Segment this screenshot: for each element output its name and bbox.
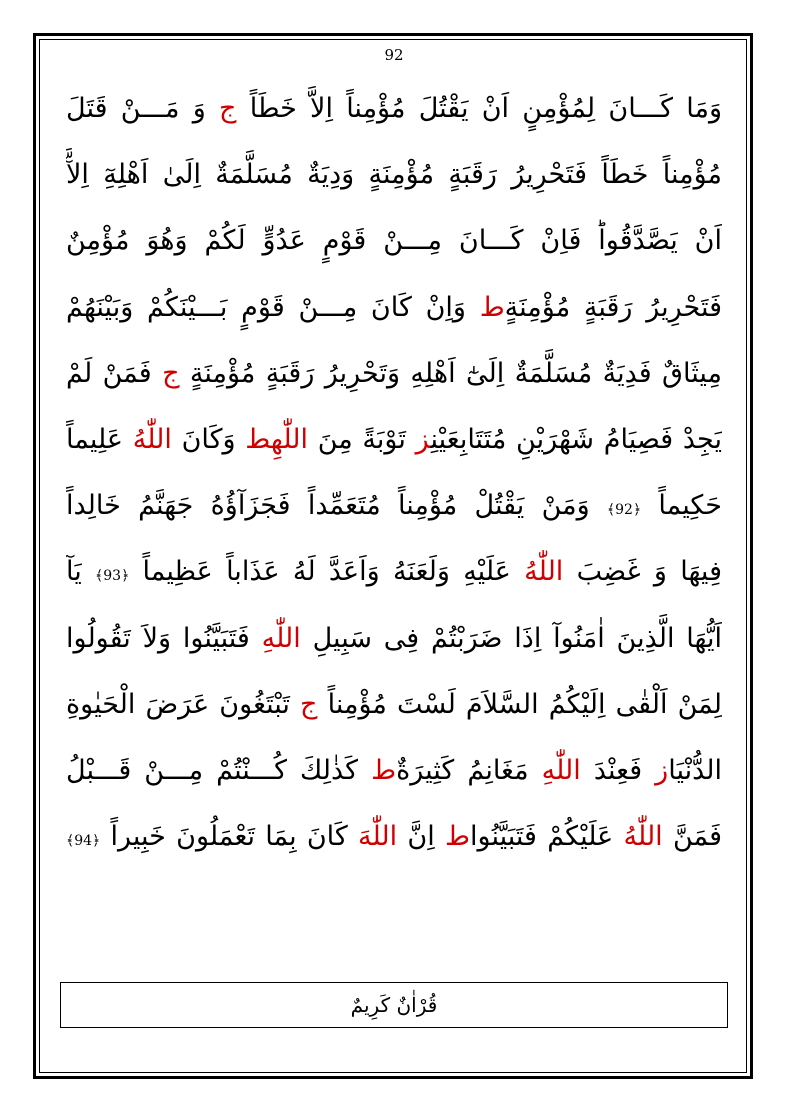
text-segment: اِنَّ	[397, 821, 446, 853]
text-line	[66, 208, 722, 274]
text-line	[66, 341, 722, 407]
text-segment: فِيهَا وَ غَضِبَ	[563, 556, 722, 588]
red-mark: ج	[219, 93, 237, 124]
text-segment: وَكَانَ	[171, 423, 246, 455]
text-line	[66, 738, 722, 804]
red-mark: اللّٰهِ	[270, 423, 309, 455]
red-mark: اللّٰهِ	[541, 754, 581, 786]
text-segment: وَمَا كَـــانَ لِمُؤْمِنٍ اَنْ يَقْتُلَ مُؤْمِناً اِلاَّ خَطَاً	[236, 93, 722, 124]
text-segment: حَكِيماً	[641, 490, 722, 522]
text-segment: اِلاَّ	[66, 159, 104, 191]
quran-text-body	[66, 76, 722, 870]
text-line	[66, 76, 722, 142]
text-segment: عَلَيْهِ وَلَعَنَهُ وَاَعَدَّ لَهُ عَذَاباً عَظِيماً	[129, 556, 525, 588]
text-segment: مَغَانِمُ كَثِيرَةٌ	[396, 754, 542, 786]
text-segment: يَا	[66, 556, 96, 588]
text-segment: لِمَنْ اَلْقٰى اِلَيْكُمُ السَّلاَمَ لَسْتَ مُؤْمِناً	[317, 688, 722, 720]
text-segment: كَذٰلِكَ كُـــنْتُمْ مِـــنْ قَـــبْلُ	[66, 754, 372, 786]
text-segment: كَانَ بِمَا تَعْمَلُونَ خَبِيراً	[100, 821, 359, 853]
red-mark: اللّٰهُ	[132, 423, 172, 455]
text-segment: وَمَنْ يَقْتُلْ مُؤْمِناً مُتَعَمِّداً فَجَزَا	[237, 490, 607, 522]
text-segment: ؤُهُ جَهَنَّمُ خَالِداً	[66, 490, 238, 522]
text-segment: تَوْبَةً مِنَ	[308, 423, 416, 455]
text-segment: يَجِدْ فَصِيَامُ شَهْرَيْنِ مُتَتَابِعَيْنِ	[430, 423, 722, 455]
text-line	[66, 473, 722, 539]
text-segment: فَعِنْدَ	[580, 754, 656, 786]
text-segment: فَاِنْ كَـــانَ مِـــنْ قَوْمٍ عَدُوٍّ لَكُمْ وَهُوَ مُؤْمِنٌ	[66, 225, 599, 257]
verse-number: ﴿93﴾	[95, 568, 130, 585]
footer-title-box	[60, 982, 728, 1028]
text-segment: فَتَبَيَّنُوا وَلاَ تَقُولُوا	[66, 622, 262, 654]
text-segment: فَمَنَّ	[662, 821, 722, 853]
verse-number: ﴿94﴾	[66, 833, 101, 850]
red-mark: ط	[445, 821, 470, 853]
text-segment: اَيُّهَا الَّذِينَ اٰمَنُوا	[553, 622, 722, 654]
red-mark: ط	[479, 291, 505, 323]
red-mark: ج	[300, 688, 318, 720]
text-line	[66, 539, 722, 605]
verse-number: ﴿92﴾	[606, 502, 642, 519]
page-number: 92	[384, 46, 404, 64]
text-segment: اَنْ يَصَّدَّقُوا	[598, 225, 722, 257]
red-mark: ز	[415, 423, 431, 455]
text-segment: اِذَا ضَرَبْتُمْ فِى سَبِيلِ	[300, 622, 554, 654]
text-segment: مِيثَاقٌ فَدِيَةٌ مُسَلَّمَةٌ اِلَىٰ	[466, 357, 722, 389]
red-mark: اللّٰهَ	[358, 821, 398, 853]
text-segment: اَهْلِهِ وَتَحْرِيرُ رَقَبَةٍ مُؤْمِنَةٍ	[179, 357, 466, 389]
red-mark: ج	[162, 357, 180, 389]
red-mark: اللّٰهُ	[623, 821, 663, 853]
text-line	[66, 804, 722, 870]
text-segment: عَلَيْكُمْ فَتَبَيَّنُوا	[470, 821, 624, 853]
text-line	[66, 275, 722, 341]
text-line	[66, 142, 722, 208]
footer-title: قُرْاٰنٌ كَرِيمٌ	[350, 993, 438, 1017]
text-segment: وَاِنْ كَانَ مِـــنْ قَوْمٍ بَـــيْنَكُمْ وَبَيْنَهُمْ	[66, 291, 480, 323]
red-mark: ز	[655, 754, 669, 786]
text-segment: وَ مَـــنْ قَتَلَ	[66, 93, 220, 124]
text-line	[66, 672, 722, 738]
red-mark: ط	[245, 423, 271, 455]
red-mark: ط	[371, 754, 397, 786]
text-segment: مُؤْمِناً خَطَاً فَتَحْرِيرُ رَقَبَةٍ مُؤْمِنَةٍ وَدِيَةٌ مُسَلَّمَةٌ اِلَىٰ اَهْلِهِ	[103, 159, 722, 191]
text-line	[66, 606, 722, 672]
red-mark: اللّٰهِ	[261, 622, 301, 654]
text-line	[66, 407, 722, 473]
text-segment: فَتَحْرِيرُ رَقَبَةٍ مُؤْمِنَةٍ	[504, 291, 722, 323]
text-segment: فَمَنْ لَمْ	[66, 357, 163, 389]
text-segment: تَبْتَغُونَ عَرَضَ الْحَيٰوةِ	[66, 688, 301, 720]
red-mark: اللّٰهُ	[524, 556, 564, 588]
text-segment: الدُّنْيَا	[668, 754, 722, 786]
text-segment: عَلِيماً	[66, 423, 133, 455]
